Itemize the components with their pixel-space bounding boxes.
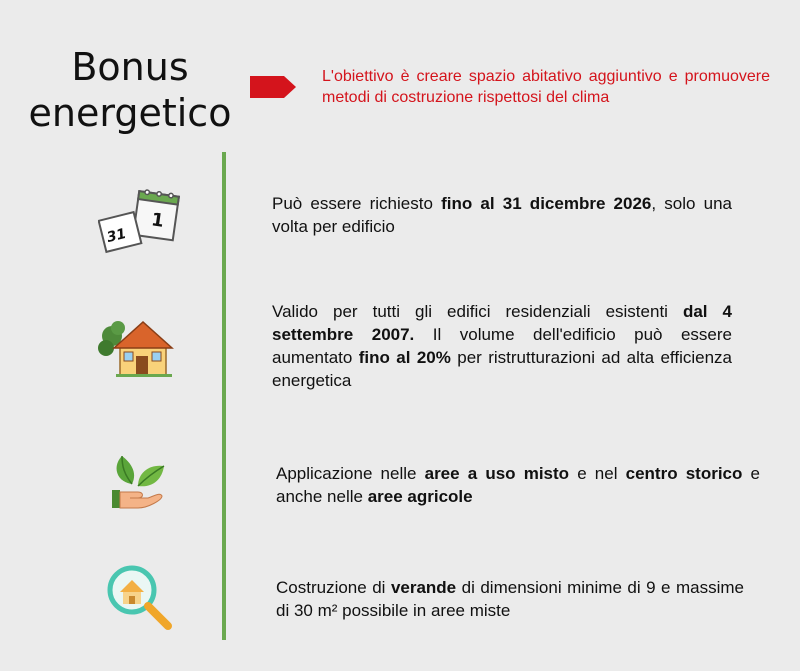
bold-text: centro storico (625, 464, 743, 483)
goal-text: L'obiettivo è creare spazio abitativo aggiuntivo e promuovere metodi di costruzione rispettosi del clima (322, 68, 770, 106)
calendar-date-label: 31 (105, 225, 128, 247)
bold-text: aree a uso misto (424, 464, 570, 483)
bold-text: fino al 20% (358, 348, 451, 367)
text-run: di dimensioni minime di 9 e massime di 30 m² possibile in aree miste (276, 578, 745, 620)
text-run: e anche nelle (276, 464, 761, 506)
text-run: Costruzione di (276, 578, 391, 597)
text-run: Può essere richiesto (272, 194, 442, 213)
timeline-divider (222, 152, 226, 640)
title-line-2: energetico (28, 91, 232, 135)
bold-text: verande (390, 578, 457, 597)
page-title (20, 44, 240, 136)
text-run: , solo una volta per edificio (272, 194, 732, 236)
text-run: per ristrutturazioni ad alta efficienza energetica (272, 348, 732, 390)
text-run: e nel (569, 464, 626, 483)
text-run: Il volume dell'edificio può essere aumentato (272, 325, 732, 367)
calendar-icon (98, 186, 180, 254)
title-line-1: Bonus (71, 45, 189, 89)
leaves-in-hand-icon (108, 452, 166, 512)
text-run: Applicazione nelle (276, 464, 425, 483)
arrow-right-icon (250, 73, 298, 101)
house-magnifier-icon (104, 562, 176, 632)
bold-text: aree agricole (367, 487, 473, 506)
info-item-4 (276, 576, 744, 622)
house-icon (98, 316, 176, 380)
calendar-day-label: 1 (149, 209, 166, 232)
bold-text: dal 4 settembre 2007. (272, 302, 733, 344)
info-item-1 (272, 192, 732, 238)
info-item-3 (276, 462, 760, 508)
bold-text: fino al 31 dicembre 2026 (441, 194, 652, 213)
info-item-2 (272, 300, 732, 392)
text-run: Valido per tutti gli edifici residenziali esistenti (272, 302, 683, 321)
